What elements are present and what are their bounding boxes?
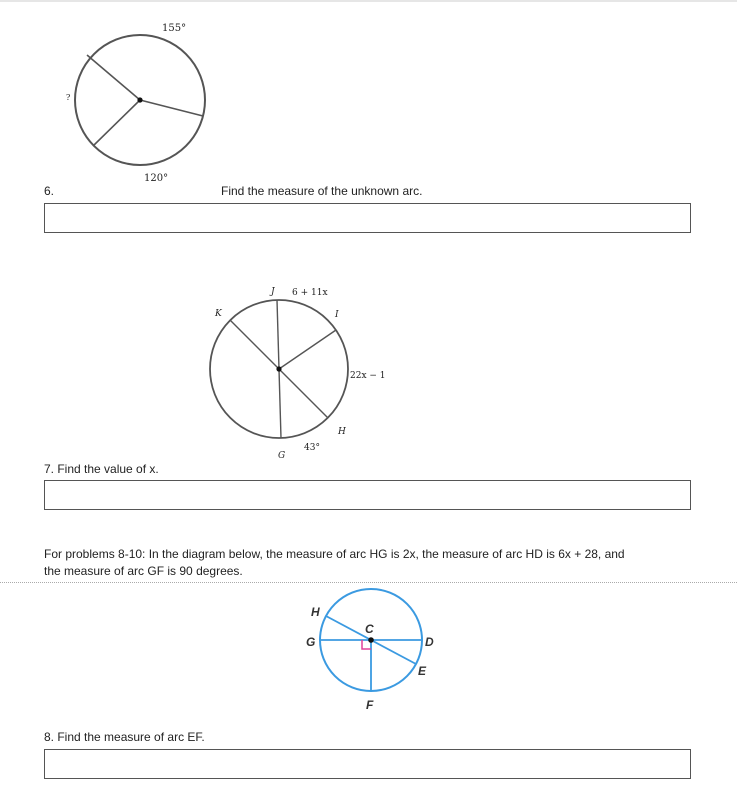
q7-label-G: G — [278, 451, 286, 461]
q8-label-G: G — [306, 635, 316, 649]
q7-prompt: 7. Find the value of x. — [44, 462, 159, 476]
q8-label-D: D — [425, 635, 434, 649]
q8-label-F: F — [366, 698, 374, 712]
q7-label-H: H — [338, 427, 346, 437]
q7-radius-J — [277, 300, 279, 369]
q8-10-intro-line1: For problems 8-10: In the diagram below, the measure of arc HG is 2x, the measure of arc HD is 6x + 28, and — [44, 547, 625, 561]
q6-answer-input[interactable] — [44, 203, 691, 233]
q7-center-point — [276, 366, 281, 371]
q6-circle-diagram — [60, 18, 220, 188]
q8-10-circle-diagram — [298, 585, 448, 715]
q7-label-arc-IH: 22x − 1 — [350, 371, 386, 381]
q6-radius-right — [140, 100, 203, 116]
q6-radius-upper-left — [87, 55, 140, 100]
q7-circle-diagram — [200, 280, 400, 465]
q6-radius-lower-left — [93, 100, 140, 146]
q7-label-K: K — [215, 309, 222, 319]
section-divider — [0, 582, 737, 583]
q8-prompt: 8. Find the measure of arc EF. — [44, 730, 205, 744]
q7-label-J: J — [271, 287, 275, 297]
q8-label-H: H — [311, 605, 320, 619]
q6-number: 6. — [44, 184, 55, 198]
q6-arc-top-label: 155° — [162, 23, 187, 34]
q8-10-intro-line2: the measure of arc GF is 90 degrees. — [44, 564, 243, 578]
q7-label-arc-JI: 6 + 11x — [292, 288, 328, 298]
q7-radius-G — [279, 369, 281, 438]
q8-label-E: E — [418, 664, 427, 678]
q6-arc-bottom-label: 120° — [144, 173, 169, 184]
top-border — [0, 0, 737, 2]
q7-answer-input[interactable] — [44, 480, 691, 510]
q8-10-intro — [44, 546, 704, 580]
q7-radius-I — [279, 330, 336, 369]
q8-label-C: C — [365, 622, 374, 636]
q6-prompt: Find the measure of the unknown arc. — [221, 184, 423, 198]
q6-arc-unknown-label: ? — [66, 93, 71, 102]
q8-answer-input[interactable] — [44, 749, 691, 779]
q8-center-point — [368, 637, 374, 643]
q6-center-point — [137, 97, 142, 102]
q7-label-I: I — [335, 310, 339, 320]
q7-label-arc-HG: 43° — [304, 443, 320, 453]
